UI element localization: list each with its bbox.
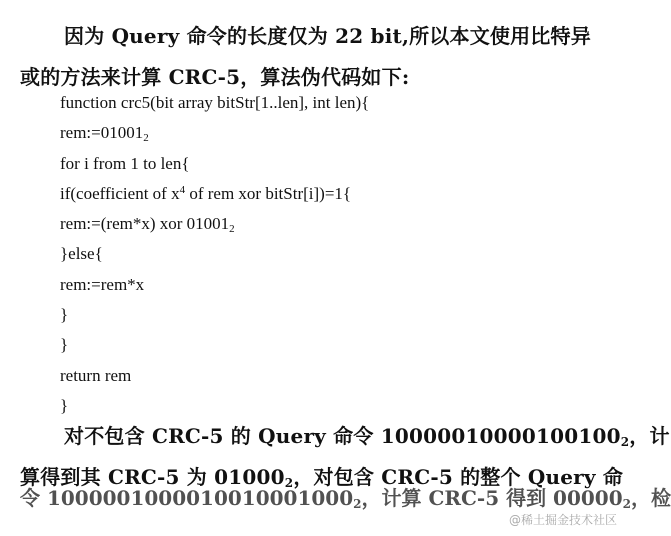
result-text: ，对包含 CRC-5 的整个 Query 命 — [293, 465, 624, 489]
code-text: rem:=(rem*x) xor 01001 — [60, 214, 230, 234]
code-line-close-function: } — [60, 395, 69, 415]
base-subscript: 2 — [229, 223, 235, 236]
code-text: of rem xor bitStr[i])=1{ — [185, 183, 352, 203]
base-subscript: 2 — [284, 476, 294, 490]
base-subscript: 2 — [353, 497, 362, 511]
code-line-rem-init — [60, 123, 369, 143]
code-line-close-for: } — [60, 335, 69, 355]
base-subscript: 2 — [143, 132, 149, 145]
exponent-superscript: 4 — [179, 183, 186, 196]
code-line-if — [60, 184, 369, 204]
code-line-close-if: } — [60, 305, 69, 325]
result-paragraph — [0, 424, 670, 490]
result-line-1 — [0, 424, 670, 449]
intro-paragraph — [0, 24, 623, 89]
pseudocode-block — [60, 93, 369, 426]
code-line-else: }else{ — [60, 244, 103, 264]
result-line-3 — [20, 486, 671, 510]
result-text: ，检 — [631, 486, 671, 510]
code-line-return: return rem — [60, 365, 132, 385]
code-line-function: function crc5(bit array bitStr[1..len], int len){ — [60, 93, 370, 112]
result-text: 对不包含 CRC-5 的 Query 命令 10000010000100100 — [64, 424, 621, 448]
intro-line-2: 或的方法来计算 CRC-5，算法伪代码如下: — [20, 65, 410, 89]
code-line-for: for i from 1 to len{ — [60, 153, 190, 173]
result-text: ，计算 CRC-5 得到 00000 — [361, 486, 623, 510]
cut-off-heading — [140, 0, 470, 9]
watermark: @稀土掘金技术社区 — [508, 513, 617, 527]
code-text: rem:=01001 — [60, 123, 144, 143]
base-subscript: 2 — [620, 435, 630, 449]
intro-line-1: 因为 Query 命令的长度仅为 22 bit,所以本文使用比特异 — [64, 24, 591, 48]
code-line-rem-shift: rem:=rem*x — [60, 274, 145, 294]
code-text: if(coefficient of x — [60, 183, 180, 203]
code-line-rem-xor — [60, 214, 369, 234]
result-text: ，计 — [629, 424, 670, 448]
result-text: 算得到其 CRC-5 为 01000 — [20, 465, 285, 489]
base-subscript: 2 — [622, 497, 631, 511]
result-text: 令 1000001000010010001000 — [20, 486, 354, 510]
